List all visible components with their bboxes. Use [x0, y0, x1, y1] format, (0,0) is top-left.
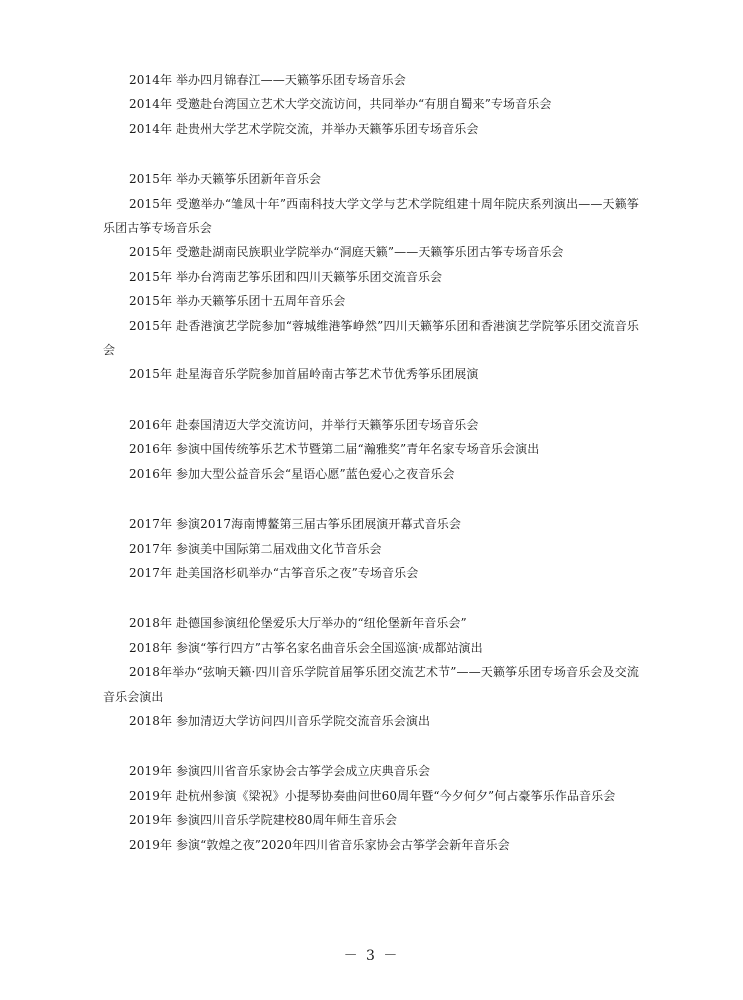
event-entry: 2019年 参演四川省音乐家协会古筝学会成立庆典音乐会 [129, 764, 431, 779]
year-group [103, 512, 639, 585]
event-entry: 2015年 举办台湾南艺筝乐团和四川天籁筝乐团交流音乐会 [129, 269, 443, 284]
event-entry: 2018年 参加清迈大学访问四川音乐学院交流音乐会演出 [129, 713, 431, 728]
event-entry: 2015年 受邀赴湖南民族职业学院举办“洞庭天籁”——天籁筝乐团古筝专场音乐会 [129, 245, 564, 260]
event-entry: 2015年 受邀举办“雏凤十年”西南科技大学文学与艺术学院组建十周年院庆系列演出——天籁筝乐团古筝专场音乐会 [103, 196, 639, 236]
event-entry: 2019年 参演四川音乐学院建校80周年师生音乐会 [129, 813, 398, 828]
year-group [103, 759, 639, 857]
event-entry: 2017年 赴美国洛杉矶举办“古筝音乐之夜”专场音乐会 [129, 565, 419, 580]
event-entry: 2014年 受邀赴台湾国立艺术大学交流访问，共同举办“有朋自蜀来”专场音乐会 [129, 97, 552, 112]
event-entry: 2018年举办“弦响天籁·四川音乐学院首届筝乐团交流艺术节”——天籁筝乐团专场音乐会及交流音乐会演出 [103, 665, 639, 704]
event-entry: 2015年 举办天籁筝乐团新年音乐会 [129, 172, 322, 187]
event-entry: 2017年 参演2017海南博鳌第三届古筝乐团展演开幕式音乐会 [129, 517, 461, 532]
year-group [103, 68, 639, 141]
event-entry: 2019年 参演“敦煌之夜”2020年四川省音乐家协会古筝学会新年音乐会 [129, 837, 510, 852]
event-entry: 2016年 赴泰国清迈大学交流访问，并举行天籁筝乐团专场音乐会 [129, 417, 479, 432]
year-group [103, 167, 639, 387]
event-entry: 2017年 参演美中国际第二届戏曲文化节音乐会 [129, 541, 382, 556]
event-entry: 2016年 参加大型公益音乐会“星语心愿”蓝色爱心之夜音乐会 [129, 466, 455, 481]
year-group [103, 611, 639, 733]
event-list [103, 68, 639, 857]
year-group [103, 413, 639, 486]
event-entry: 2014年 举办四月锦春江——天籁筝乐团专场音乐会 [129, 73, 406, 87]
event-entry: 2016年 参演中国传统筝乐艺术节暨第二届“瀚雅奖”青年名家专场音乐会演出 [129, 442, 540, 457]
event-entry: 2015年 赴星海音乐学院参加首届岭南古筝艺术节优秀筝乐团展演 [129, 367, 479, 382]
page-number: － 3 － [343, 948, 400, 964]
event-entry: 2019年 赴杭州参演《梁祝》小提琴协奏曲问世60周年暨“今夕何夕”何占豪筝乐作品音乐会 [129, 788, 616, 803]
event-entry: 2018年 赴德国参演纽伦堡爱乐大厅举办的“纽伦堡新年音乐会” [129, 616, 467, 631]
event-entry: 2014年 赴贵州大学艺术学院交流，并举办天籁筝乐团专场音乐会 [129, 121, 479, 136]
event-entry: 2015年 举办天籁筝乐团十五周年音乐会 [129, 294, 346, 309]
event-entry: 2015年 赴香港演艺学院参加“蓉城维港筝峥然”四川天籁筝乐团和香港演艺学院筝乐团交流音乐会 [103, 318, 639, 358]
event-entry: 2018年 参演“筝行四方”古筝名家名曲音乐会全国巡演·成都站演出 [129, 640, 483, 655]
